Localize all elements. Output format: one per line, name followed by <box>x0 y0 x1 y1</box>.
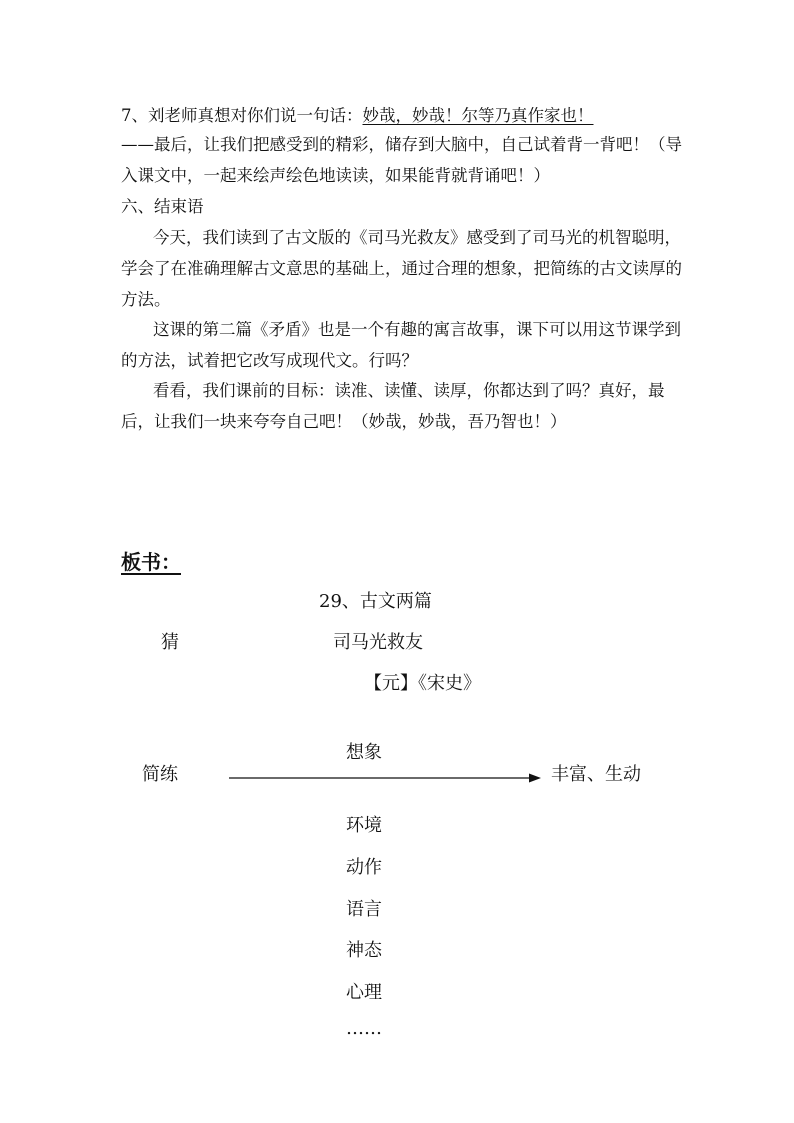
para-3-line-2: 后，让我们一块来夸夸自己吧！（妙哉，妙哉，吾乃智也！） <box>121 412 567 431</box>
board-guess: 猜 <box>161 632 179 653</box>
board-rich: 丰富、生动 <box>551 764 641 785</box>
board-aspect: 语言 <box>346 899 382 920</box>
board-aspect: 神态 <box>346 940 382 961</box>
arrow-right-icon <box>229 768 541 788</box>
board-concise: 简练 <box>142 764 178 785</box>
board-aspect: …… <box>346 1018 382 1039</box>
section-6-heading: 六、结束语 <box>121 197 204 216</box>
board-aspect: 环境 <box>346 815 382 836</box>
board-story-title: 司马光救友 <box>333 632 423 653</box>
final-line-1: ——最后，让我们把感受到的精彩，储存到大脑中，自己试着背一背吧！（导 <box>121 135 682 154</box>
para-2-line-1: 这课的第二篇《矛盾》也是一个有趣的寓言故事，课下可以用这节课学到 <box>153 320 681 339</box>
board-imagination: 想象 <box>346 742 382 763</box>
board-aspect: 动作 <box>346 857 382 878</box>
para-3-line-1: 看看，我们课前的目标：读准、读懂、读厚，你都达到了吗？真好，最 <box>153 381 665 400</box>
item-7-prefix: 7、刘老师真想对你们说一句话： <box>121 106 363 125</box>
board-lesson-title: 29、古文两篇 <box>319 591 432 612</box>
board-label: 板书： <box>121 550 181 574</box>
para-2-line-2: 的方法，试着把它改写成现代文。行吗？ <box>121 351 418 370</box>
item-7-line <box>121 104 681 128</box>
item-7-quote: 妙哉，妙哉！尔等乃真作家也！ <box>362 106 594 125</box>
para-1-line-2: 学会了在准确理解古文意思的基础上，通过合理的想象，把简练的古文读厚的 <box>121 259 682 278</box>
para-1-line-3: 方法。 <box>121 290 171 309</box>
board-aspect: 心理 <box>346 982 382 1003</box>
para-1-line-1: 今天，我们读到了古文版的《司马光救友》感受到了司马光的机智聪明， <box>153 228 681 247</box>
final-line-2: 入课文中，一起来绘声绘色地读读，如果能背就背诵吧！） <box>121 166 550 185</box>
board-source: 【元】《宋史》 <box>364 673 481 694</box>
